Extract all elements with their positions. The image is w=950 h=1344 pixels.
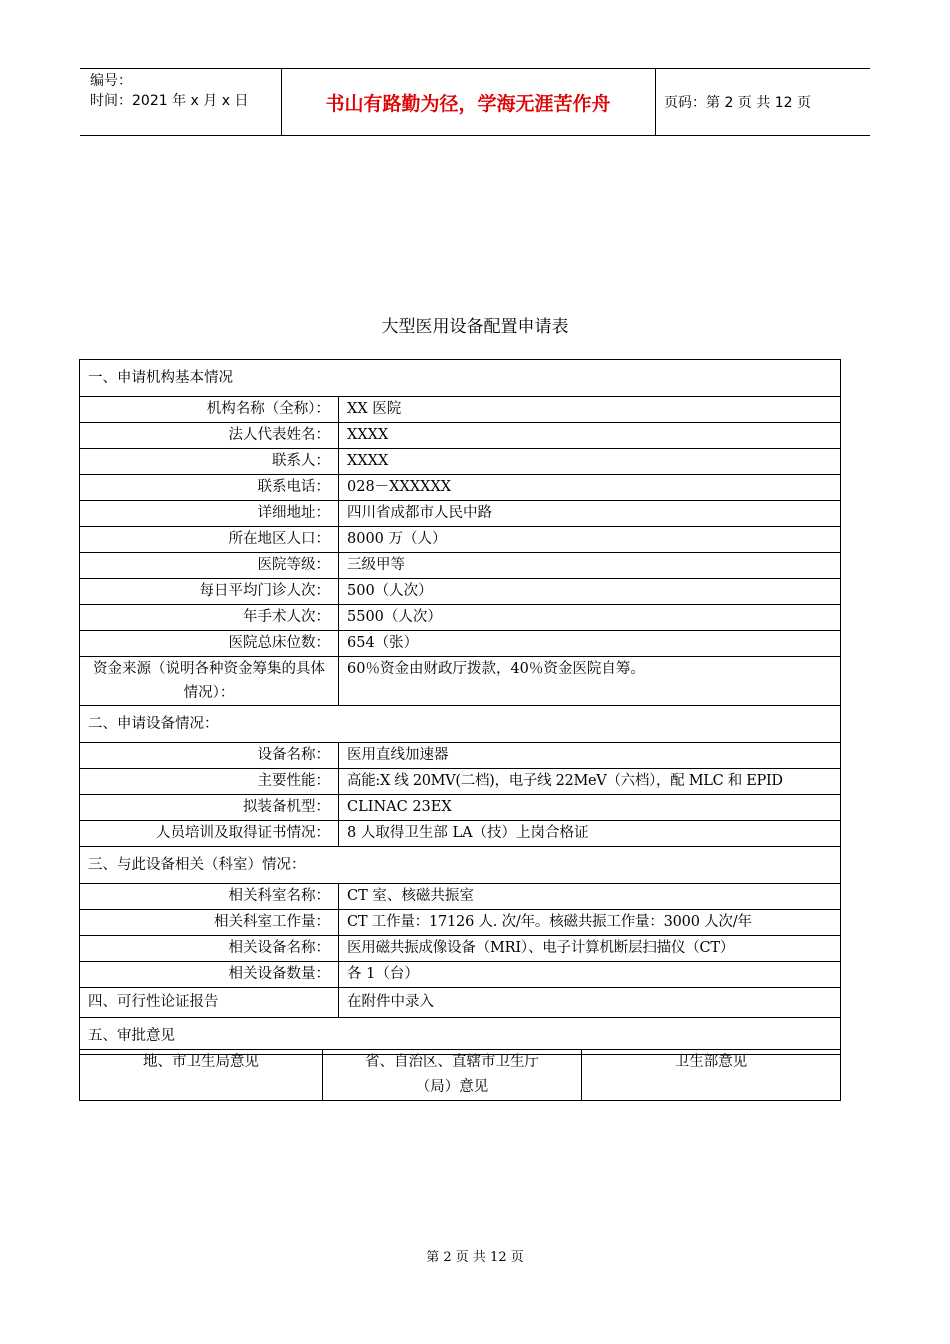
field-label: 相关科室工作量： bbox=[80, 910, 339, 936]
field-label: 相关设备数量： bbox=[80, 962, 339, 988]
field-value: 5500（人次） bbox=[339, 605, 841, 631]
field-value: 高能:X 线 20MV(二档)，电子线 22MeV（六档），配 MLC 和 EPID bbox=[339, 769, 841, 795]
table-row bbox=[80, 579, 841, 605]
field-label: 拟装备机型： bbox=[80, 795, 339, 821]
field-value: CT 工作量：17126 人. 次/年。核磁共振工作量：3000 人次/年 bbox=[339, 910, 841, 936]
field-label: 法人代表姓名： bbox=[80, 423, 339, 449]
table-row bbox=[80, 795, 841, 821]
field-value: CT 室、核磁共振室 bbox=[339, 884, 841, 910]
field-value: 各 1（台） bbox=[339, 962, 841, 988]
table-row bbox=[80, 988, 841, 1018]
section-heading: 一、申请机构基本情况 bbox=[80, 360, 841, 397]
table-row bbox=[80, 657, 841, 706]
table-row bbox=[80, 553, 841, 579]
field-value: 654（张） bbox=[339, 631, 841, 657]
section-heading: 二、申请设备情况： bbox=[80, 706, 841, 743]
table-row bbox=[80, 501, 841, 527]
table-row bbox=[80, 449, 841, 475]
field-label: 机构名称（全称）： bbox=[80, 397, 339, 423]
document-header bbox=[80, 68, 870, 136]
table-row bbox=[80, 884, 841, 910]
table-row bbox=[80, 821, 841, 847]
field-value: 8 人取得卫生部 LA（技）上岗合格证 bbox=[339, 821, 841, 847]
header-motto: 书山有路勤为径，学海无涯苦作舟 bbox=[325, 92, 611, 115]
table-row bbox=[80, 423, 841, 449]
approval-province-cell bbox=[323, 1050, 582, 1101]
field-label: 主要性能： bbox=[80, 769, 339, 795]
field-value: 8000 万（人） bbox=[339, 527, 841, 553]
field-value: XX 医院 bbox=[339, 397, 841, 423]
funding-value: 60％资金由财政厅拨款，40％资金医院自筹。 bbox=[339, 657, 841, 706]
field-label: 联系人： bbox=[80, 449, 339, 475]
table-row bbox=[80, 743, 841, 769]
approval-ministry-cell: 卫生部意见 bbox=[582, 1050, 841, 1101]
section-heading: 三、与此设备相关（科室）情况： bbox=[80, 847, 841, 884]
form-title: 大型医用设备配置申请表 bbox=[381, 317, 569, 337]
field-label: 医院总床位数： bbox=[80, 631, 339, 657]
section-heading: 五、审批意见 bbox=[80, 1018, 841, 1055]
field-label: 相关科室名称： bbox=[80, 884, 339, 910]
table-row bbox=[80, 605, 841, 631]
field-label: 人员培训及取得证书情况： bbox=[80, 821, 339, 847]
field-value: CLINAC 23EX bbox=[339, 795, 841, 821]
field-value: 028－XXXXXX bbox=[339, 475, 841, 501]
field-value: 三级甲等 bbox=[339, 553, 841, 579]
section-heading: 四、可行性论证报告 bbox=[80, 988, 339, 1018]
field-value: XXXX bbox=[339, 423, 841, 449]
field-value: 医用直线加速器 bbox=[339, 743, 841, 769]
field-value: 四川省成都市人民中路 bbox=[339, 501, 841, 527]
time-label: 时间：2021 年 x 月 x 日 bbox=[90, 93, 249, 109]
table-row bbox=[80, 397, 841, 423]
approval-table bbox=[79, 1049, 841, 1101]
approval-province-label: 省、自治区、直辖市卫生厅（局）意见 bbox=[365, 1054, 539, 1095]
field-label: 每日平均门诊人次： bbox=[80, 579, 339, 605]
field-value: XXXX bbox=[339, 449, 841, 475]
serial-label: 编号： bbox=[90, 73, 132, 89]
field-label: 所在地区人口： bbox=[80, 527, 339, 553]
header-meta bbox=[90, 71, 248, 111]
application-form-table bbox=[79, 359, 841, 1055]
table-row bbox=[80, 475, 841, 501]
field-label: 设备名称： bbox=[80, 743, 339, 769]
header-page-info: 页码：第 2 页 共 12 页 bbox=[664, 95, 811, 111]
table-row bbox=[80, 527, 841, 553]
field-label: 联系电话： bbox=[80, 475, 339, 501]
field-label: 详细地址： bbox=[80, 501, 339, 527]
field-label: 年手术人次： bbox=[80, 605, 339, 631]
field-value: 医用磁共振成像设备（MRI）、电子计算机断层扫描仪（CT） bbox=[339, 936, 841, 962]
page-footer: 第 2 页 共 12 页 bbox=[426, 1250, 524, 1265]
table-row bbox=[80, 962, 841, 988]
field-label: 医院等级： bbox=[80, 553, 339, 579]
field-value: 在附件中录入 bbox=[339, 988, 841, 1018]
table-row bbox=[80, 631, 841, 657]
field-value: 500（人次） bbox=[339, 579, 841, 605]
table-row bbox=[80, 910, 841, 936]
field-label: 相关设备名称： bbox=[80, 936, 339, 962]
approval-city-cell: 地、市卫生局意见 bbox=[80, 1050, 323, 1101]
funding-label: 资金来源（说明各种资金筹集的具体情况）： bbox=[80, 657, 339, 706]
table-row bbox=[80, 936, 841, 962]
table-row bbox=[80, 769, 841, 795]
header-divider bbox=[655, 69, 656, 135]
